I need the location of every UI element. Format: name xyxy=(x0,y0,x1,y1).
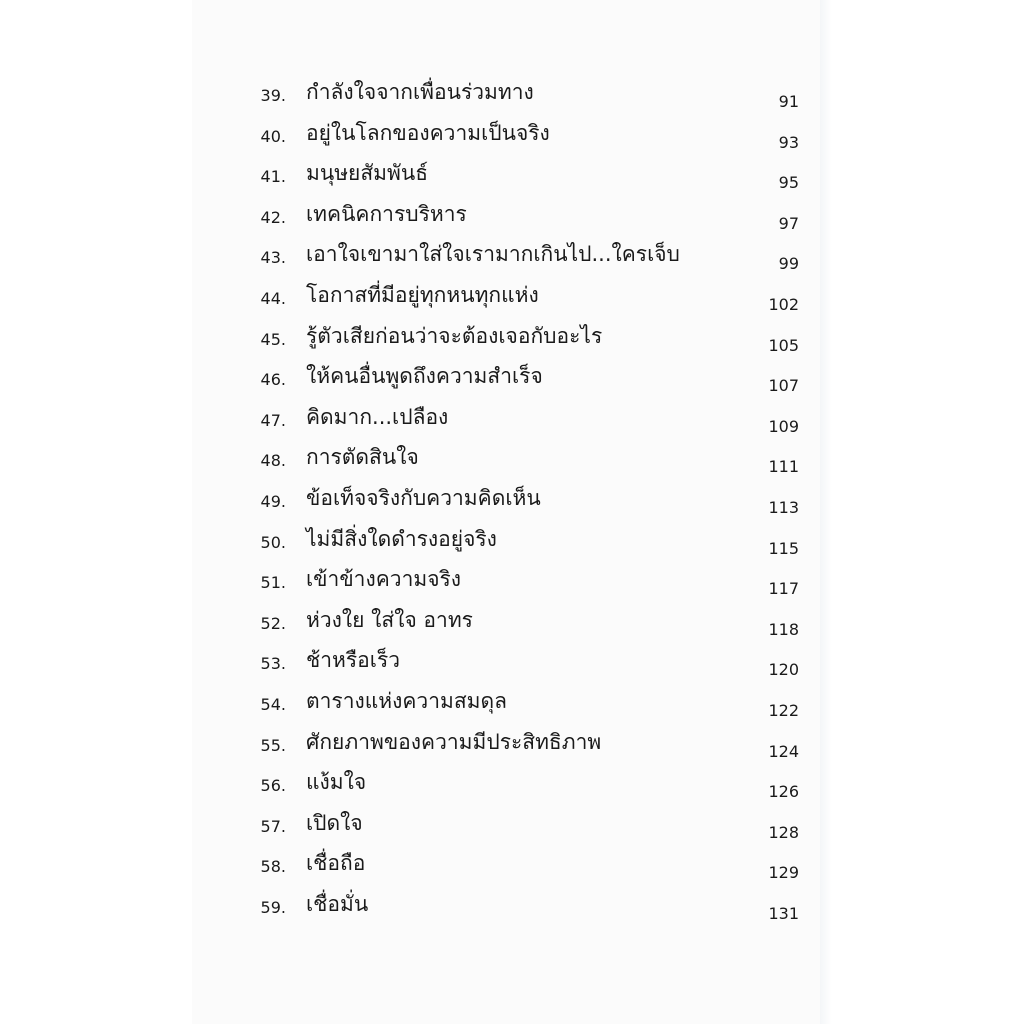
toc-entry xyxy=(0,890,1024,930)
entry-number: 58. xyxy=(260,857,286,877)
entry-title: ห่วงใย ใส่ใจ อาทร xyxy=(306,607,473,632)
entry-page-number: 105 xyxy=(768,335,799,355)
entry-number: 47. xyxy=(260,410,286,430)
entry-page-number: 118 xyxy=(768,619,799,639)
entry-page-number: 97 xyxy=(778,213,799,233)
entry-title: เชื่อมั่น xyxy=(306,892,369,916)
toc-entry xyxy=(0,443,1024,483)
toc-entry xyxy=(0,322,1024,362)
toc-entry xyxy=(0,849,1024,889)
entry-number: 41. xyxy=(260,167,286,187)
entry-page-number: 111 xyxy=(768,457,799,477)
entry-number: 57. xyxy=(260,816,286,836)
entry-number: 51. xyxy=(260,573,286,593)
toc-entry xyxy=(0,525,1024,565)
entry-page-number: 91 xyxy=(778,92,799,111)
entry-page-number: 102 xyxy=(768,295,799,314)
toc-entry xyxy=(0,403,1024,443)
entry-title: เปิดใจ xyxy=(306,810,363,835)
entry-page-number: 115 xyxy=(768,538,799,558)
entry-title: โอกาสที่มีอยู่ทุกหนทุกแห่ง xyxy=(306,283,539,307)
toc-entry xyxy=(0,646,1024,686)
toc-entry xyxy=(0,606,1024,646)
toc-entry xyxy=(0,565,1024,605)
entry-number: 42. xyxy=(260,207,286,227)
entry-number: 50. xyxy=(260,532,286,552)
entry-number: 56. xyxy=(260,776,286,796)
entry-title: ตารางแห่งความสมดุล xyxy=(306,689,508,713)
entry-page-number: 93 xyxy=(778,132,799,152)
entry-title: ศักยภาพของความมีประสิทธิภาพ xyxy=(306,729,602,754)
entry-page-number: 113 xyxy=(768,498,799,517)
entry-number: 53. xyxy=(260,654,286,674)
entry-title: เข้าข้างความจริง xyxy=(306,567,462,592)
entry-page-number: 122 xyxy=(768,701,799,720)
toc-entry xyxy=(0,119,1024,159)
entry-number: 49. xyxy=(260,492,286,511)
entry-page-number: 129 xyxy=(768,863,799,883)
toc-entry xyxy=(0,78,1024,118)
entry-number: 59. xyxy=(260,898,286,917)
entry-number: 44. xyxy=(260,289,286,308)
entry-title: เทคนิคการบริหาร xyxy=(306,201,467,226)
entry-title: การตัดสินใจ xyxy=(306,445,419,470)
entry-page-number: 126 xyxy=(768,782,799,802)
toc-entry xyxy=(0,728,1024,768)
entry-title: ไม่มีสิ่งใดดำรงอยู่จริง xyxy=(306,526,497,551)
entry-title: ช้าหรือเร็ว xyxy=(306,648,401,673)
entry-number: 43. xyxy=(260,248,286,268)
entry-number: 54. xyxy=(260,695,286,714)
entry-title: แง้มใจ xyxy=(306,770,367,795)
toc-entry xyxy=(0,281,1024,321)
entry-number: 45. xyxy=(260,329,286,349)
entry-number: 48. xyxy=(260,451,286,471)
entry-page-number: 107 xyxy=(768,376,799,396)
entry-page-number: 99 xyxy=(778,254,799,274)
toc-entry xyxy=(0,362,1024,402)
entry-title: ข้อเท็จจริงกับความคิดเห็น xyxy=(306,486,541,510)
entry-number: 39. xyxy=(260,86,286,105)
entry-page-number: 128 xyxy=(768,822,799,842)
entry-title: อยู่ในโลกของความเป็นจริง xyxy=(306,120,550,145)
entry-number: 55. xyxy=(260,735,286,755)
entry-page-number: 95 xyxy=(778,173,799,193)
entry-number: 40. xyxy=(260,126,286,146)
toc-entry xyxy=(0,159,1024,199)
entry-number: 46. xyxy=(260,370,286,390)
entry-title: รู้ตัวเสียก่อนว่าจะต้องเจอกับอะไร xyxy=(306,323,603,348)
entry-number: 52. xyxy=(260,613,286,633)
entry-title: เชื่อถือ xyxy=(306,851,366,876)
entry-page-number: 124 xyxy=(768,741,799,761)
entry-page-number: 117 xyxy=(768,579,799,599)
toc-entry xyxy=(0,768,1024,808)
entry-title: คิดมาก...เปลือง xyxy=(306,404,449,429)
toc-entry xyxy=(0,809,1024,849)
entry-title: เอาใจเขามาใส่ใจเรามากเกินไป...ใครเจ็บ xyxy=(306,242,680,267)
toc-entry xyxy=(0,240,1024,280)
entry-title: กำลังใจจากเพื่อนร่วมทาง xyxy=(306,80,534,104)
entry-page-number: 131 xyxy=(768,904,799,923)
toc-entry xyxy=(0,687,1024,727)
entry-page-number: 120 xyxy=(768,660,799,680)
entry-title: ให้คนอื่นพูดถึงความสำเร็จ xyxy=(306,364,543,389)
toc-entry xyxy=(0,200,1024,240)
entry-page-number: 109 xyxy=(768,416,799,436)
toc-entry xyxy=(0,484,1024,524)
entry-title: มนุษยสัมพันธ์ xyxy=(306,161,429,186)
